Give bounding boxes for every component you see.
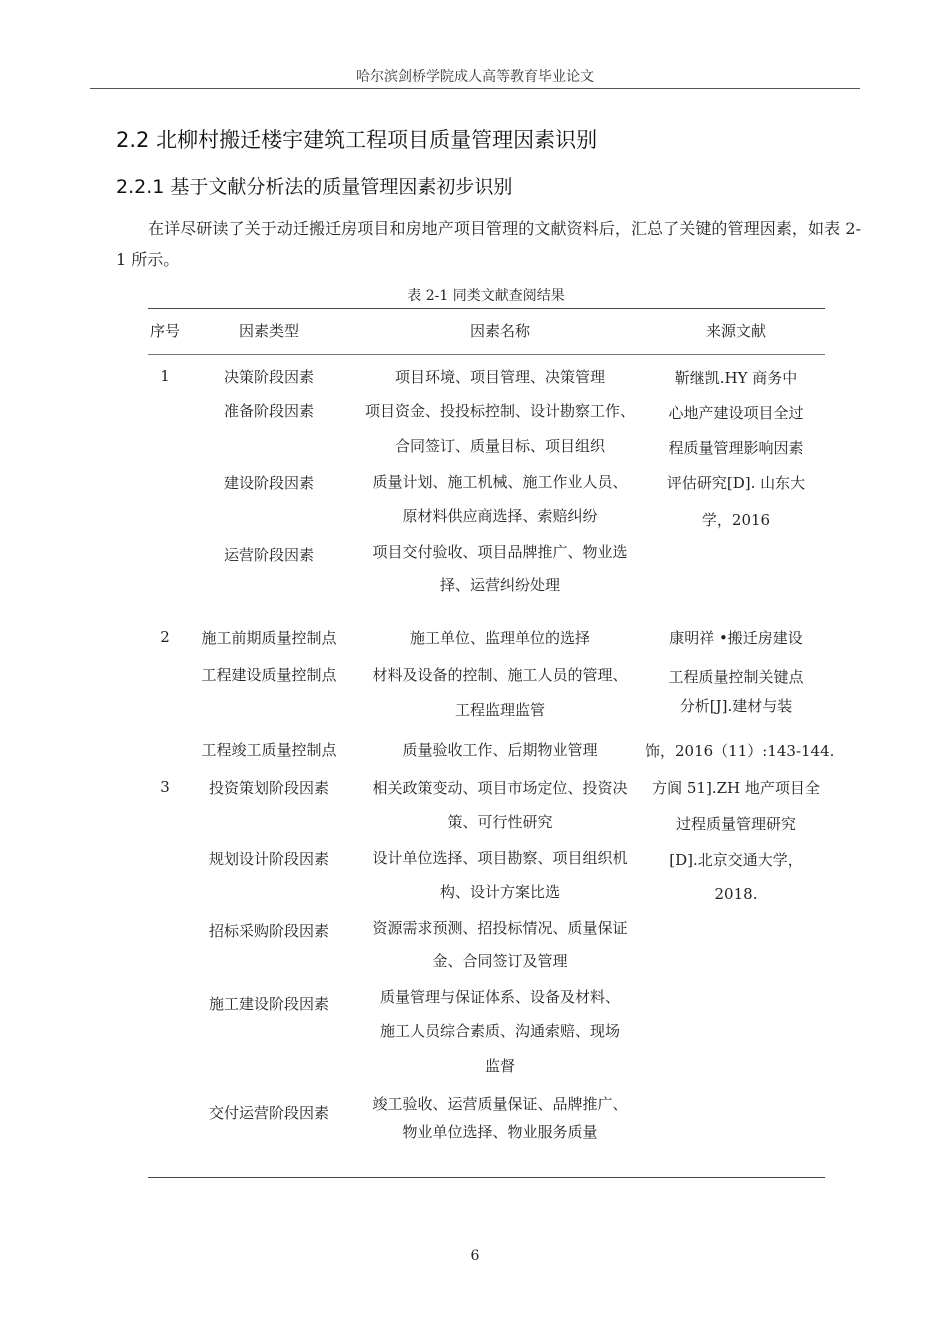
source-line: 工程质量控制关键点 [668, 668, 804, 686]
header-rule [90, 88, 860, 89]
factor-type: 工程建设质量控制点 [201, 666, 337, 684]
factor-name-line: 合同签订、质量目标、项目组织 [394, 437, 605, 455]
factor-name-line: 材料及设备的控制、施工人员的管理、 [372, 666, 628, 684]
factor-name-line: 构、设计方案比选 [439, 883, 560, 901]
source-line: 饰，2016（11）:143-144. [645, 742, 835, 760]
table-header-source: 来源文献 [705, 322, 766, 340]
source-line: 过程质量管理研究 [675, 815, 796, 833]
source-line: 评估研究[D]. 山东大 [666, 474, 806, 492]
table-header-number: 序号 [149, 322, 180, 340]
factor-type: 建设阶段因素 [223, 474, 314, 492]
page-header: 哈尔滨剑桥学院成人高等教育毕业论文 [356, 69, 594, 85]
factor-type: 运营阶段因素 [223, 546, 314, 564]
row-number: 3 [160, 778, 170, 796]
table-header-type: 因素类型 [238, 322, 299, 340]
factor-name-line: 设计单位选择、项目勘察、项目组织机 [372, 849, 628, 867]
factor-name-line: 择、运营纠纷处理 [439, 576, 560, 594]
factor-name-line: 竣工验收、运营质量保证、品牌推广、 [372, 1095, 628, 1113]
factor-name-line: 质量计划、施工机械、施工作业人员、 [372, 473, 628, 491]
body-paragraph: 在详尽研读了关于动迁搬迁房项目和房地产项目管理的文献资料后，汇总了关键的管理因素，如表 2-1 所示。 [116, 219, 861, 269]
factor-type: 施工前期质量控制点 [201, 629, 337, 647]
factor-name-line: 资源需求预测、招投标情况、质量保证 [372, 919, 628, 937]
table-header-rule [148, 354, 825, 355]
factor-type: 准备阶段因素 [223, 402, 314, 420]
factor-type: 工程竣工质量控制点 [201, 741, 337, 759]
source-line: 心地产建设项目全过 [668, 404, 804, 422]
source-line: [D].北京交通大学， [669, 851, 803, 869]
source-line: 程质量管理影响因素 [668, 439, 804, 457]
factor-type: 施工建设阶段因素 [208, 995, 329, 1013]
factor-type: 规划设计阶段因素 [208, 850, 329, 868]
factor-name-line: 项目资金、投投标控制、设计勘察工作、 [364, 402, 635, 420]
factor-name-line: 相关政策变动、项目市场定位、投资决 [372, 779, 628, 797]
factor-name-line: 施工人员综合素质、沟通索赔、现场 [379, 1022, 620, 1040]
table-top-rule [148, 308, 825, 309]
factor-name-line: 项目环境、项目管理、决策管理 [394, 368, 605, 386]
row-number: 2 [160, 628, 170, 646]
source-line: 分析[J].建材与装 [679, 697, 793, 715]
factor-name-line: 策、可行性研究 [447, 813, 553, 831]
section-heading: 2.2 北柳村搬迁楼宇建筑工程项目质量管理因素识别 [116, 128, 598, 152]
factor-name-line: 工程监理监管 [454, 701, 545, 719]
factor-name-line: 项目交付验收、项目品牌推广、物业选 [372, 543, 628, 561]
factor-name-line: 质量管理与保证体系、设备及材料、 [379, 988, 620, 1006]
source-line: 靳继凯.HY 商务中 [674, 369, 798, 387]
subsection-heading: 2.2.1 基于文献分析法的质量管理因素初步识别 [116, 176, 513, 198]
factor-type: 投资策划阶段因素 [208, 779, 329, 797]
factor-type: 交付运营阶段因素 [208, 1104, 329, 1122]
row-number: 1 [160, 367, 170, 385]
source-line: 方阆 51].ZH 地产项目全 [652, 779, 820, 797]
factor-name-line: 质量验收工作、后期物业管理 [402, 741, 598, 759]
source-line: 学，2016 [701, 511, 771, 529]
factor-name-line: 金、合同签订及管理 [432, 952, 568, 970]
source-line: 康明祥 •搬迁房建设 [669, 629, 803, 647]
factor-name-line: 施工单位、监理单位的选择 [409, 629, 590, 647]
factor-type: 招标采购阶段因素 [208, 922, 329, 940]
table-caption: 表 2-1 同类文献查阅结果 [407, 288, 565, 304]
page-number: 6 [470, 1248, 480, 1264]
table-bottom-rule [148, 1177, 825, 1178]
factor-name-line: 物业单位选择、物业服务质量 [402, 1123, 598, 1141]
factor-type: 决策阶段因素 [223, 368, 314, 386]
source-line: 2018. [714, 885, 758, 903]
factor-name-line: 监督 [484, 1057, 515, 1075]
factor-name-line: 原材料供应商选择、索赔纠纷 [402, 507, 598, 525]
table-header-name: 因素名称 [469, 322, 530, 340]
